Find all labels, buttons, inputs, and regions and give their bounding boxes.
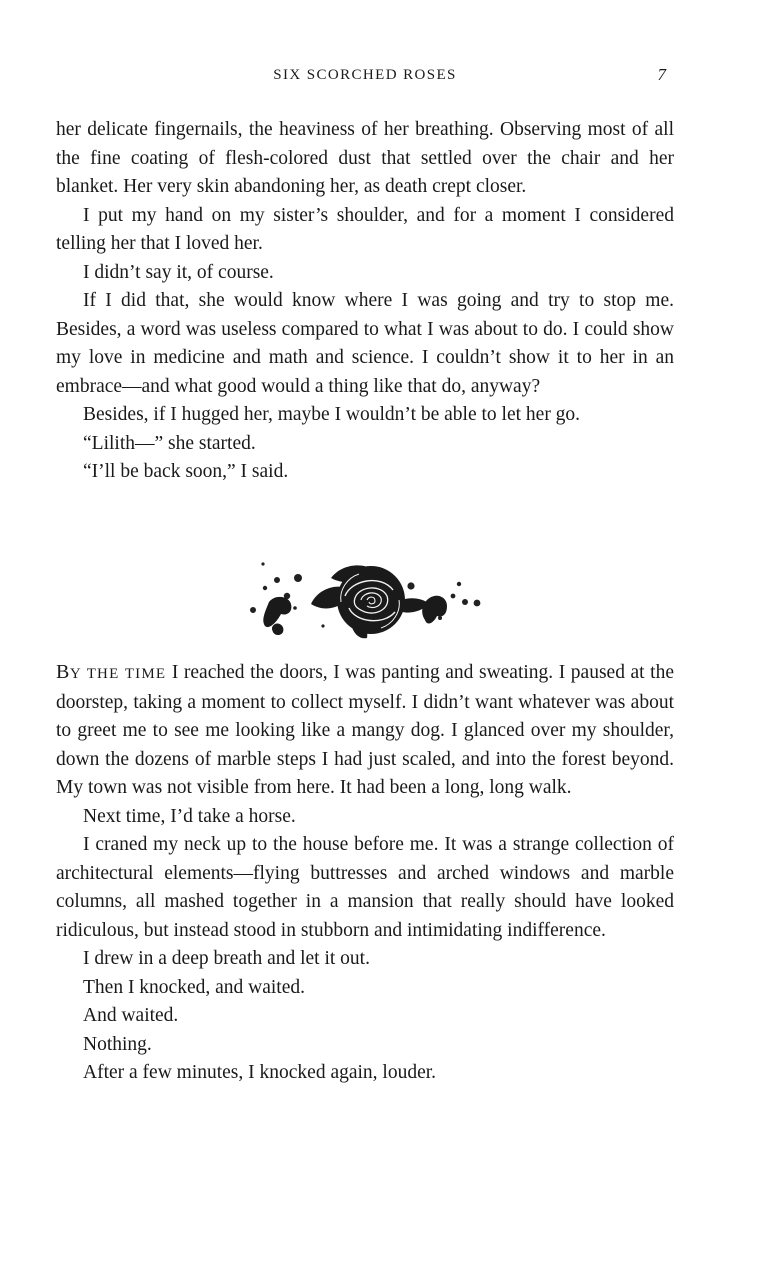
lead-in xyxy=(56,662,166,683)
paragraph: If I did that, she would know where I was going and try to stop me. Besides, a word was useless compared to what I was about to do. I could show my love in medicine and math and science. I couldn’t show it to her in an embrace—and what good would a thing like that do, anyway? xyxy=(56,290,674,397)
lead-first-letter: B xyxy=(56,661,70,683)
paragraph: “I’ll be back soon,” I said. xyxy=(83,461,289,482)
section-1-text xyxy=(56,116,674,487)
running-head xyxy=(56,64,674,86)
paragraph: And waited. xyxy=(83,1005,179,1026)
paragraph: I put my hand on my sister’s shoulder, and for a moment I considered telling her that I loved her. xyxy=(56,204,674,254)
paragraph: Next time, I’d take a horse. xyxy=(83,805,296,827)
paragraph: After a few minutes, I knocked again, louder. xyxy=(83,1062,437,1083)
running-title: SIX SCORCHED ROSES xyxy=(273,67,457,83)
paragraph: Nothing. xyxy=(83,1033,152,1055)
paragraph: Then I knocked, and waited. xyxy=(83,976,306,998)
lead-small-caps: Y THE TIME xyxy=(69,666,167,682)
paragraph: “Lilith—” she started. xyxy=(83,432,256,454)
paragraph: her delicate fingernails, the heaviness of her breathing. Observing most of all the fine coating of flesh-colored dust that settled over the chair and her blanket. Her very skin abandoning her, as death crept closer. xyxy=(56,119,674,197)
rose-ornament-icon xyxy=(241,556,486,646)
paragraph: I craned my neck up to the house before me. It was a strange collection of architectural elements—flying buttresses and arched windows and marble columns, all mashed together in a mansion that really should have looked ridiculous, but instead stood in stubborn and intimidating indifference. xyxy=(56,834,674,941)
paragraph: Besides, if I hugged her, maybe I wouldn’t be able to let her go. xyxy=(83,404,581,425)
paragraph: I didn’t say it, of course. xyxy=(83,261,274,283)
paragraph-rest: I reached the doors, I was panting and sweating. I paused at the doorstep, taking a moment to collect myself. I didn’t want whatever was about to greet me to see me looking like a mangy dog. I glanced over my shoulder, down the dozens of marble steps I had just scaled, and into the forest beyond. My town was not visible from here. It had been a long, long walk. xyxy=(56,662,674,798)
book-page xyxy=(56,0,674,1280)
paragraph-lead xyxy=(56,658,674,803)
page-number: 7 xyxy=(657,65,666,84)
section-2-text xyxy=(56,658,674,1088)
paragraph: I drew in a deep breath and let it out. xyxy=(83,948,370,969)
